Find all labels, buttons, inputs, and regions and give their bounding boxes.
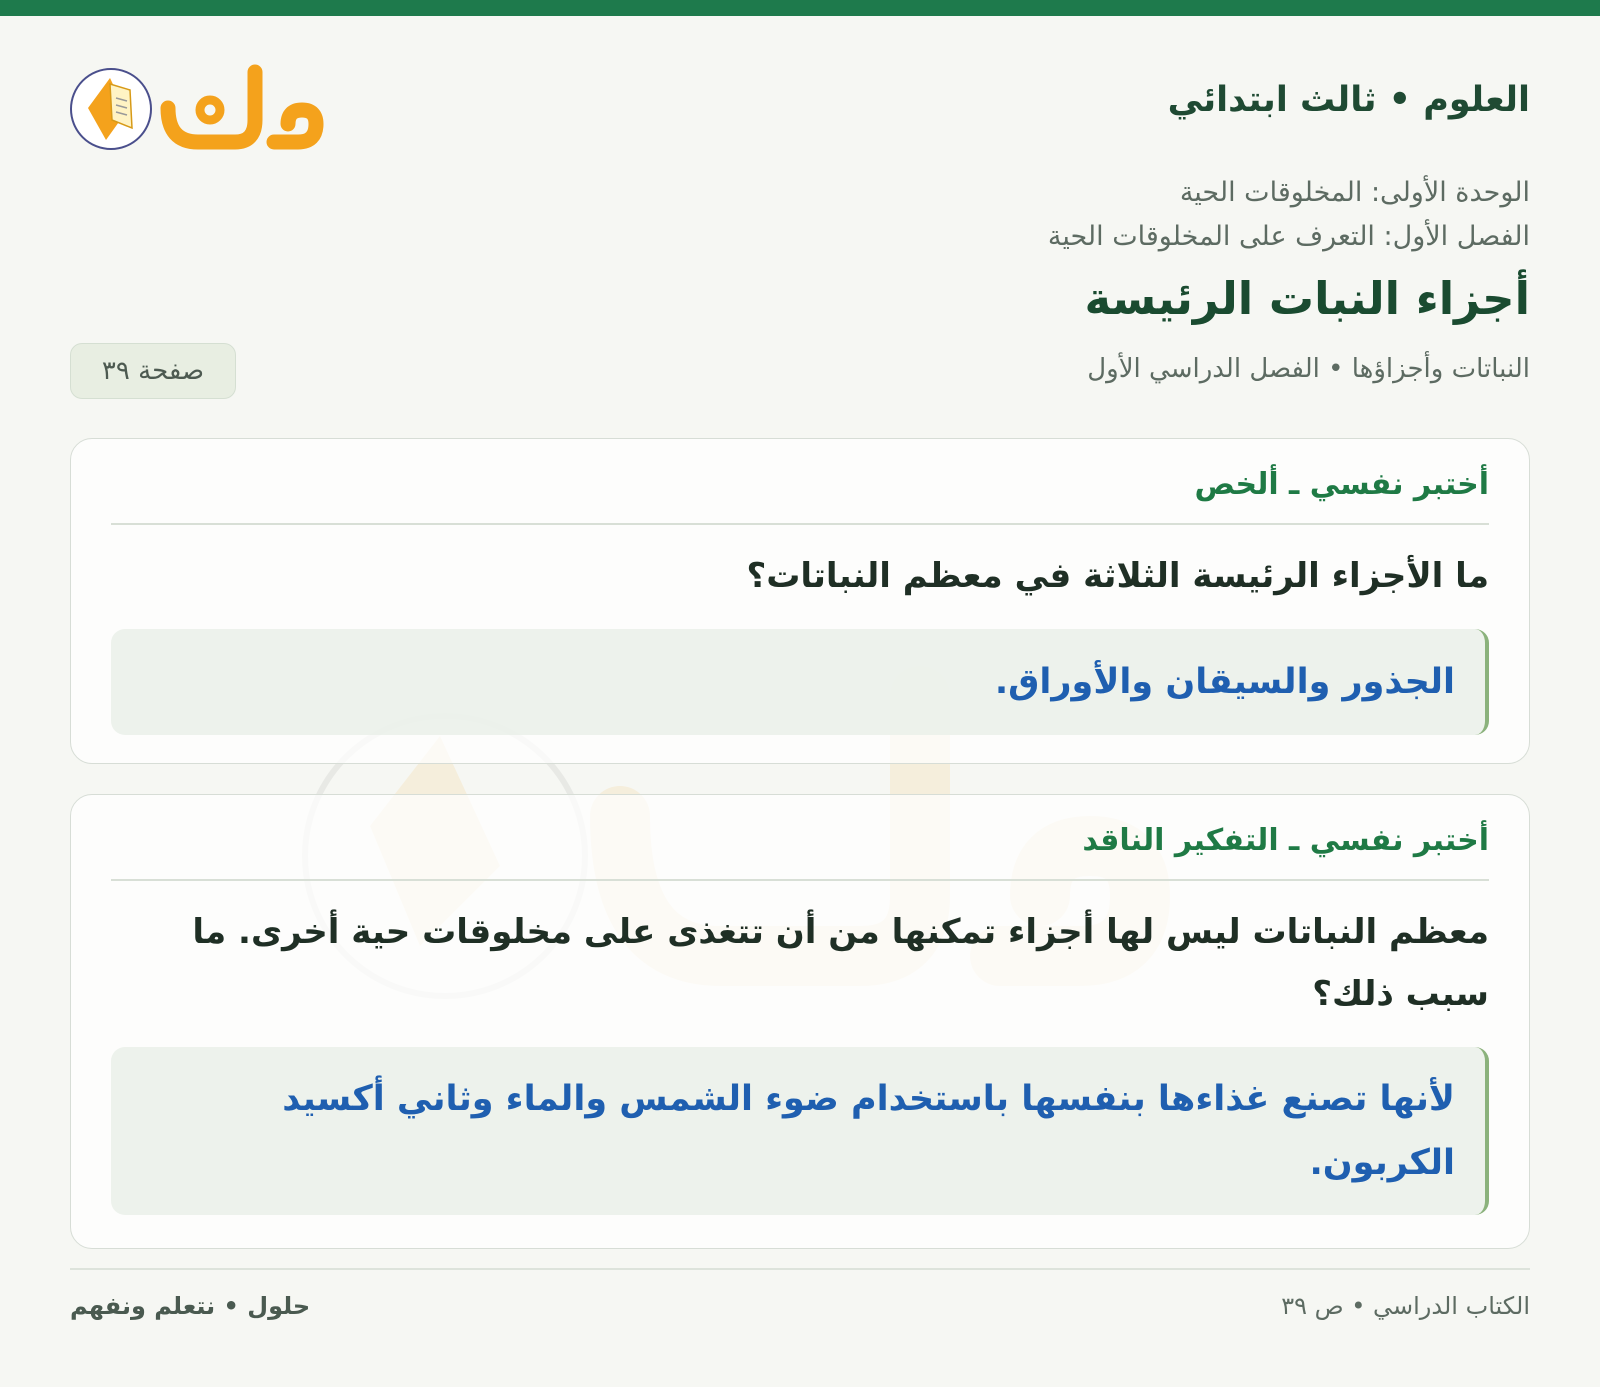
answer-box: لأنها تصنع غذاءها بنفسها باستخدام ضوء الشمس والماء وثاني أكسيد الكربون. bbox=[111, 1047, 1489, 1215]
question-card bbox=[70, 438, 1530, 764]
lesson-meta bbox=[1048, 171, 1530, 329]
chapter-label: الفصل الأول: التعرف على المخلوقات الحية bbox=[1047, 221, 1530, 252]
question-text: ما الأجزاء الرئيسة الثلاثة في معظم النباتات؟ bbox=[746, 556, 1489, 596]
subject-title: العلوم • ثالث ابتدائي bbox=[1167, 80, 1530, 120]
page-badge: صفحة ٣٩ bbox=[70, 343, 236, 399]
footer-brand: حلول • نتعلم ونفهم bbox=[70, 1292, 311, 1320]
lesson-title: أجزاء النبات الرئيسة bbox=[1084, 272, 1530, 325]
card-title: أختبر نفسي ـ التفكير الناقد bbox=[111, 795, 1489, 881]
hulul-logo[interactable] bbox=[70, 50, 330, 160]
question-text: معظم النباتات ليس لها أجزاء تمكنها من أن تتغذى على مخلوقات حية أخرى. ما سبب ذلك؟ bbox=[192, 912, 1489, 1014]
top-accent-bar bbox=[0, 0, 1600, 16]
answer-box: الجذور والسيقان والأوراق. bbox=[111, 629, 1489, 735]
question-card bbox=[70, 794, 1530, 1249]
unit-label: الوحدة الأولى: المخلوقات الحية bbox=[1179, 177, 1530, 208]
footer bbox=[70, 1268, 1530, 1348]
footer-page-ref: الكتاب الدراسي • ص ٣٩ bbox=[1281, 1292, 1530, 1320]
page bbox=[70, 16, 1530, 1387]
header bbox=[70, 16, 1530, 176]
card-title: أختبر نفسي ـ ألخص bbox=[111, 439, 1489, 525]
course-line: النباتات وأجزاؤها • الفصل الدراسي الأول bbox=[1087, 354, 1530, 384]
